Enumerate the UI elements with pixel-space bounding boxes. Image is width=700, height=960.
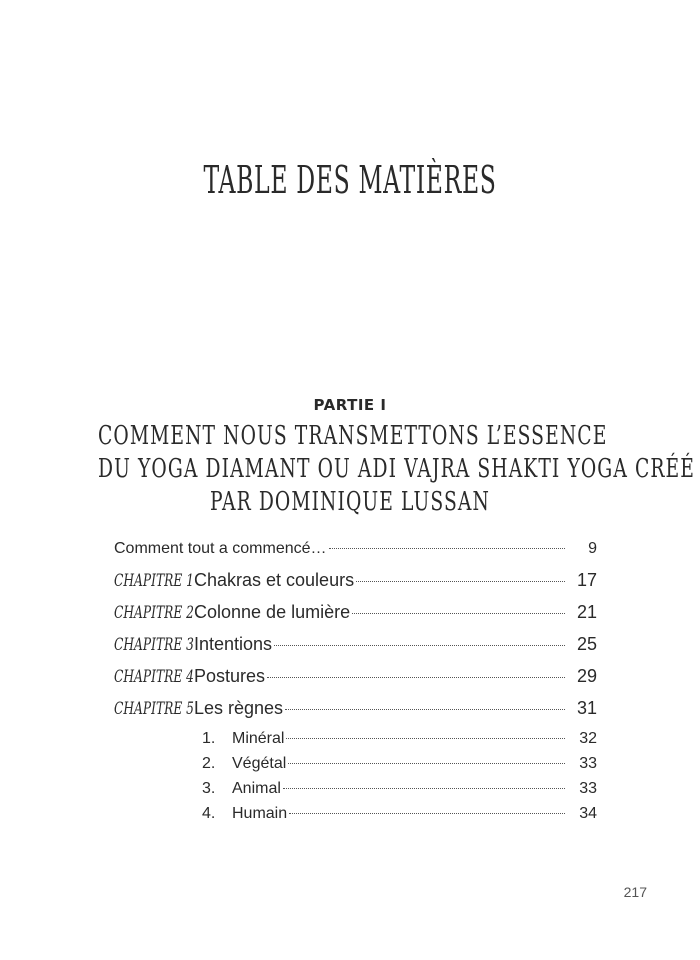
- toc-entry-label: Comment tout a commencé…: [114, 540, 327, 557]
- toc-entry-chapter-3[interactable]: [114, 634, 597, 666]
- subentry-index: 4.: [202, 805, 216, 822]
- toc-entry-page: 17: [576, 570, 597, 590]
- subentry-index: 1.: [202, 730, 216, 747]
- toc-entry-page: 33: [579, 755, 597, 772]
- toc-subentry-2[interactable]: [114, 755, 597, 780]
- subentry-index: 2.: [202, 755, 216, 772]
- part-title-line: DU YOGA DIAMANT OU ADI VAJRA SHAKTI YOGA CRÉÉ: [97, 454, 696, 484]
- toc-entry-label: Les règnes: [194, 698, 284, 718]
- chapter-tag: CHAPITRE 1: [114, 571, 194, 591]
- dot-leader: [267, 677, 565, 678]
- toc-entry-page: 29: [576, 666, 597, 686]
- dot-leader: [352, 613, 565, 614]
- toc-entry-page: 33: [579, 780, 597, 797]
- chapter-tag: CHAPITRE 5: [114, 699, 194, 719]
- toc-entry-chapter-4[interactable]: [114, 666, 597, 698]
- toc-entry-label: Végétal: [232, 755, 287, 772]
- dot-leader: [285, 709, 565, 710]
- dot-leader: [283, 788, 565, 789]
- toc-subentry-3[interactable]: [114, 780, 597, 805]
- toc-entry-chapter-1[interactable]: [114, 570, 597, 602]
- chapter-tag: CHAPITRE 3: [114, 635, 194, 655]
- toc-entry-page: 21: [576, 602, 597, 622]
- toc-entry-label: Colonne de lumière: [194, 602, 351, 622]
- toc-entry-page: 9: [588, 540, 597, 557]
- chapter-tag: CHAPITRE 4: [114, 667, 194, 687]
- dot-leader: [329, 548, 565, 549]
- toc-entry-label: Postures: [194, 666, 266, 686]
- toc-entry-page: 34: [579, 805, 597, 822]
- toc-entry-label: Minéral: [232, 730, 285, 747]
- dot-leader: [274, 645, 565, 646]
- toc-entry-page: 31: [576, 698, 597, 718]
- toc-entry-label: Chakras et couleurs: [194, 570, 355, 590]
- part-title: [0, 420, 700, 519]
- toc-entry-chapter-2[interactable]: [114, 602, 597, 634]
- toc-subentry-4[interactable]: [114, 805, 597, 830]
- part-title-line: PAR DOMINIQUE LUSSAN: [210, 487, 490, 517]
- toc-entry-page: 32: [579, 730, 597, 747]
- dot-leader: [286, 738, 565, 739]
- toc-entry-label: Intentions: [194, 634, 273, 654]
- page-title: TABLE DES MATIÈRES: [203, 158, 497, 202]
- toc-entry-label: Humain: [232, 805, 288, 822]
- page-number: 217: [623, 884, 647, 900]
- dot-leader: [288, 763, 565, 764]
- toc-entry-chapter-5[interactable]: [114, 698, 597, 730]
- subentry-index: 3.: [202, 780, 216, 797]
- toc-entry-label: Animal: [232, 780, 281, 797]
- chapter-tag: CHAPITRE 2: [114, 603, 194, 623]
- toc-entry-intro[interactable]: [114, 540, 597, 570]
- part-label: PARTIE I: [313, 396, 387, 414]
- dot-leader: [356, 581, 565, 582]
- table-of-contents: [114, 540, 597, 830]
- part-title-line: COMMENT NOUS TRANSMETTONS L’ESSENCE: [97, 421, 608, 451]
- toc-entry-page: 25: [576, 634, 597, 654]
- dot-leader: [289, 813, 565, 814]
- toc-subentry-1[interactable]: [114, 730, 597, 755]
